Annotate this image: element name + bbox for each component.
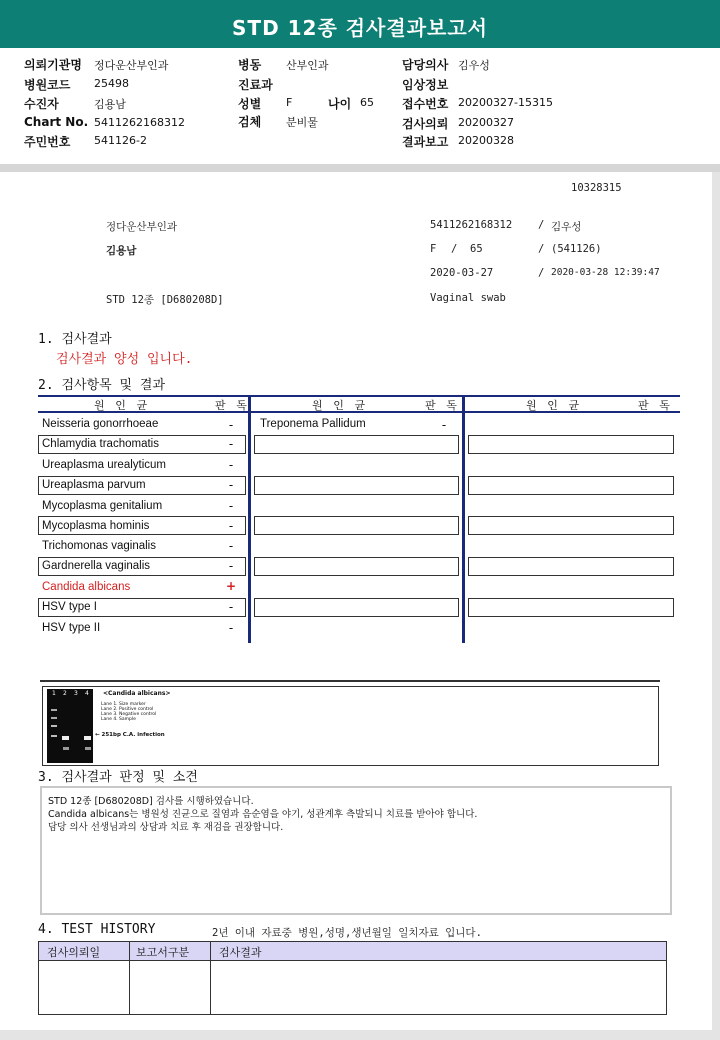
- col1-header-organism: 원 인 균: [94, 399, 150, 412]
- value-chart-no: 5411262168312: [94, 116, 185, 129]
- opinion-line: 담당 의사 선생님과의 상담과 치료 후 재검을 권장합니다.: [48, 822, 284, 833]
- organism-name: Ureaplasma parvum: [42, 479, 146, 491]
- organism-result: -: [228, 458, 234, 472]
- value-age: 65: [360, 96, 374, 109]
- label-receipt-no: 접수번호: [402, 97, 449, 111]
- history-col-divider: [210, 942, 211, 1014]
- label-specimen: 검체: [238, 115, 262, 129]
- organism-result: -: [228, 499, 234, 513]
- history-col-report-type: 보고서구분: [136, 946, 190, 959]
- section-2-title: 2. 검사항목 및 결과: [38, 378, 166, 393]
- organism-name: HSV type II: [42, 622, 101, 634]
- vertical-scrollbar-track[interactable]: [712, 172, 720, 1040]
- report-hospital: 정다운산부인과: [106, 221, 178, 233]
- history-col-divider: [129, 942, 130, 1014]
- gel-band: [51, 717, 57, 719]
- organism-name: Ureaplasma urealyticum: [42, 459, 166, 471]
- label-result-reported: 결과보고: [402, 135, 449, 149]
- gel-band: [51, 735, 57, 737]
- col3-header-result: 판 독: [638, 399, 672, 412]
- gel-lane-number: 4: [85, 690, 89, 697]
- history-header-row: [39, 942, 666, 961]
- report-separator-sex: /: [451, 243, 458, 255]
- section-3-title: 3. 검사결과 판정 및 소견: [38, 770, 198, 785]
- gel-band: [51, 725, 57, 727]
- col3-header-organism: 원 인 균: [526, 399, 582, 412]
- row-box: [254, 557, 459, 576]
- report-patient: 김용남: [106, 245, 137, 257]
- label-department: 진료과: [238, 78, 273, 92]
- row-box: [254, 476, 459, 495]
- value-hospital-code: 25498: [94, 77, 129, 90]
- gel-band: [84, 736, 91, 740]
- gel-lane-number: 2: [63, 690, 67, 697]
- organism-result-positive: +: [225, 579, 237, 593]
- organism-name: Mycoplasma hominis: [42, 520, 150, 532]
- value-result-reported: 20200328: [458, 134, 514, 147]
- row-box: [254, 598, 459, 617]
- horizontal-scrollbar-track[interactable]: [0, 1030, 720, 1040]
- organism-name: HSV type I: [42, 601, 97, 613]
- value-test-requested: 20200327: [458, 116, 514, 129]
- value-sex: F: [286, 96, 293, 109]
- col1-header-result: 판 독: [215, 399, 249, 412]
- opinion-line: STD 12종 [D680208D] 검사를 시행하였습니다.: [48, 796, 254, 807]
- label-resident-no: 주민번호: [24, 135, 71, 149]
- gel-legend-4: Lane 4. Sample: [101, 717, 136, 722]
- value-resident-no: 541126-2: [94, 134, 147, 147]
- gel-title: <Candida albicans>: [103, 690, 171, 697]
- value-requesting-institution: 정다운산부인과: [94, 59, 169, 72]
- gel-band: [63, 747, 69, 750]
- organism-result: -: [228, 559, 234, 573]
- gel-band: [51, 709, 57, 711]
- organism-result: -: [228, 478, 234, 492]
- organism-name-positive: Candida albicans: [42, 581, 131, 593]
- patient-info-header: [0, 48, 720, 164]
- report-doctor: 김우성: [551, 221, 582, 233]
- report-number: 10328315: [571, 182, 622, 194]
- value-ward: 산부인과: [286, 59, 329, 72]
- label-ward: 병동: [238, 58, 262, 72]
- section-1-title: 1. 검사결과: [38, 332, 112, 347]
- report-title: STD 12종 검사결과보고서: [232, 16, 488, 40]
- value-doctor: 김우성: [458, 59, 490, 72]
- gel-top-rule: [40, 680, 660, 682]
- label-age: 나이: [328, 97, 352, 111]
- report-received-date: 2020-03-27: [430, 267, 494, 279]
- report-separator-1: /: [538, 219, 545, 231]
- gel-band: [85, 747, 91, 750]
- organism-result: -: [228, 437, 234, 451]
- opinion-line: Candida albicans는 병원성 진균으로 질염과 음순염을 야기, 성관계후 측발되니 치료를 받아야 합니다.: [48, 809, 478, 820]
- gel-legend-2: Lane 2. Positive control: [101, 707, 154, 712]
- organism-result: -: [228, 539, 234, 553]
- label-chart-no: Chart No.: [24, 115, 89, 129]
- value-receipt-no: 20200327-15315: [458, 96, 553, 109]
- organism-result: -: [228, 519, 234, 533]
- label-hospital-code: 병원코드: [24, 78, 71, 92]
- row-box: [468, 598, 674, 617]
- label-test-requested: 검사의뢰: [402, 117, 449, 131]
- history-table: [38, 941, 667, 1015]
- row-box: [468, 476, 674, 495]
- history-col-result: 검사결과: [219, 946, 262, 959]
- organism-name: Treponema Pallidum: [260, 418, 366, 430]
- gel-band-label: ← 251bp C.A. infection: [95, 732, 165, 738]
- report-age: 65: [470, 243, 483, 255]
- organism-result: -: [228, 418, 234, 432]
- section-4-title: 4. TEST HISTORY: [38, 922, 156, 937]
- history-note: 2년 이내 자료중 병원,성명,생년월일 일치자료 입니다.: [212, 927, 482, 939]
- organism-name: Neisseria gonorrhoeae: [42, 418, 159, 430]
- label-patient: 수진자: [24, 97, 59, 111]
- report-birth: (541126): [551, 243, 602, 255]
- gel-band: [62, 736, 69, 740]
- report-separator-2: /: [538, 243, 545, 255]
- organism-name: Gardnerella vaginalis: [42, 560, 151, 572]
- report-specimen: Vaginal swab: [430, 292, 506, 304]
- gel-legend-1: Lane 1. Size marker: [101, 702, 146, 707]
- gel-legend-3: Lane 3. Negative control: [101, 712, 157, 717]
- organism-result: -: [441, 418, 447, 432]
- organism-name: Chlamydia trachomatis: [42, 438, 159, 450]
- organism-name: Trichomonas vaginalis: [42, 540, 156, 552]
- organism-result: -: [228, 600, 234, 614]
- value-specimen: 분비물: [286, 116, 318, 129]
- table-column-divider-2: [462, 395, 465, 643]
- header-divider: [0, 164, 720, 172]
- gel-image: [47, 689, 93, 763]
- gel-lane-number: 3: [74, 690, 78, 697]
- gel-lane-number: 1: [52, 690, 56, 697]
- row-box: [254, 516, 459, 535]
- report-chart-no: 5411262168312: [430, 219, 513, 231]
- organism-name: Mycoplasma genitalium: [42, 500, 163, 512]
- report-title-bar: [0, 0, 720, 48]
- organism-result: -: [228, 621, 234, 635]
- row-box: [468, 435, 674, 454]
- report-reported-datetime: 2020-03-28 12:39:47: [551, 267, 660, 278]
- label-doctor: 담당의사: [402, 58, 449, 72]
- report-sex: F: [430, 243, 437, 255]
- label-clinical-info: 임상정보: [402, 78, 449, 92]
- value-patient: 김용남: [94, 98, 126, 111]
- history-col-request-date: 검사의뢰일: [47, 946, 101, 959]
- row-box: [254, 435, 459, 454]
- col2-header-organism: 원 인 균: [312, 399, 368, 412]
- label-requesting-institution: 의뢰기관명: [24, 58, 82, 72]
- table-column-divider-1: [248, 395, 251, 643]
- label-sex: 성별: [238, 97, 262, 111]
- row-box: [468, 557, 674, 576]
- opinion-box: [40, 786, 672, 915]
- col2-header-result: 판 독: [425, 399, 459, 412]
- section-1-result: 검사결과 양성 입니다.: [56, 352, 193, 367]
- report-test-name: STD 12종 [D680208D]: [106, 294, 224, 306]
- row-box: [468, 516, 674, 535]
- report-separator-3: /: [538, 267, 545, 279]
- gel-panel: [42, 686, 659, 766]
